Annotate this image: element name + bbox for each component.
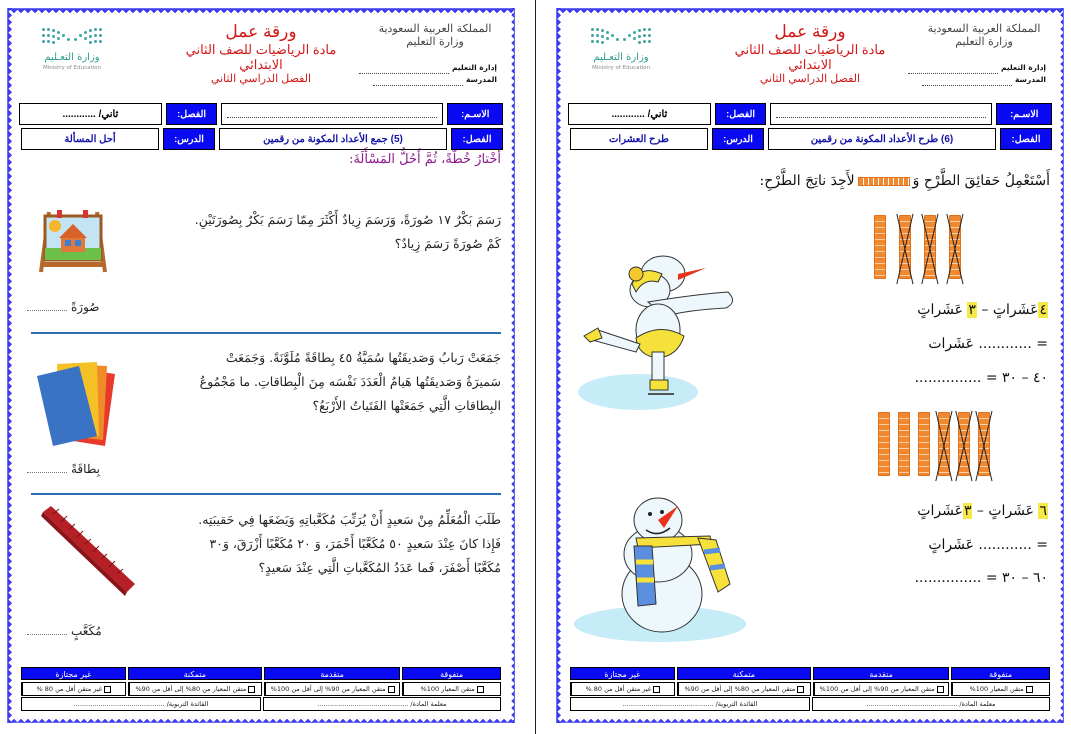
- class-label: الفصل:: [715, 103, 767, 125]
- tens-word: عَشَراتٍ: [917, 302, 963, 318]
- lesson-info-row: [566, 128, 1054, 150]
- kingdom-emblem: [924, 22, 1044, 48]
- school-label: المدرسة: [466, 75, 497, 84]
- grade-header: متقدمة: [264, 667, 400, 680]
- lesson-value: أحل المسألة: [21, 128, 159, 150]
- instruction-part-b: لأَجِدَ ناتِجَ الطَّرْحِ:: [759, 173, 855, 189]
- worksheet-title: ورقة عمل: [225, 22, 297, 41]
- term-title: الفصل الدراسي الثاني: [759, 73, 861, 85]
- subtrahend-tens: ٣: [963, 503, 972, 519]
- colored-cards-icon: [35, 360, 127, 450]
- worksheet-header: [566, 18, 1054, 100]
- problem-2-text: [200, 346, 501, 418]
- separator-line: [31, 332, 501, 334]
- decorative-border-top: [7, 8, 515, 17]
- kingdom-calligraphy: المملكة العربية السعودية: [378, 22, 492, 35]
- name-field[interactable]: [770, 103, 992, 125]
- problem-line: مُكَعَّبًا أَصْفَرَ، فَما عَدَدُ المُكَعَّباتِ الَّتِي عِنْدَ سَعيدٍ؟: [258, 560, 501, 575]
- problem-line: كَمْ صُورَةً رَسَمَ زِيادٌ؟: [394, 236, 501, 251]
- cube-stick-icon: [39, 504, 139, 596]
- subtrahend-tens: ٣: [968, 302, 976, 318]
- lesson-value: طرح العشرات: [570, 128, 708, 150]
- school-field[interactable]: [373, 78, 463, 86]
- decorative-border-top: [556, 8, 1064, 17]
- level-title: الابتدائي: [239, 57, 283, 72]
- unit-value: (6) طرح الأعداد المكونة من رقمين: [768, 128, 996, 150]
- criterion-text: متقن المعيار من 90% إلى أقل من 100%: [270, 685, 386, 693]
- tens-rod-icon: [918, 412, 930, 476]
- name-label: الاسـم:: [447, 103, 503, 125]
- grade-option[interactable]: [21, 682, 126, 696]
- instruction-part-a: أَسْتَعْمِلُ حَقائِقَ الطَّرْحِ وَ: [912, 173, 1050, 189]
- checkbox[interactable]: [477, 686, 484, 693]
- teacher-signature[interactable]: معلمة المادة/ ............................................: [812, 697, 1050, 711]
- subject-title: مادة الرياضيات للصف الثاني: [734, 42, 886, 57]
- moe-name-ar: وزارة التعـليم: [44, 52, 100, 63]
- answer-number-field-2[interactable]: ٦٠ – ٣٠ = ...............: [914, 570, 1048, 586]
- answer-unit: صُورَةً: [71, 300, 100, 314]
- minuend-tens: ٤: [1039, 302, 1047, 318]
- crossed-tens-rod-icon: [978, 412, 990, 476]
- checkbox[interactable]: [248, 686, 255, 693]
- moe-logo: [576, 26, 666, 72]
- answer-field-3[interactable]: [27, 624, 102, 638]
- kingdom-emblem: [375, 22, 495, 48]
- student-info-row: [566, 103, 1054, 125]
- class-field[interactable]: ثاني/ ............: [568, 103, 711, 125]
- school-label: المدرسة: [1015, 75, 1046, 84]
- crossed-tens-rod-icon: [958, 412, 970, 476]
- easel-painting-icon: [37, 206, 109, 278]
- admin-field[interactable]: [908, 66, 998, 74]
- grade-header: متمكنة: [677, 667, 811, 680]
- grade-header: غير مجتازة: [570, 667, 675, 680]
- criterion-text: متقن المعيار من 80% إلى أقل من 90%: [684, 685, 796, 693]
- crossed-tens-rod-icon: [938, 412, 950, 476]
- moe-name-en: Ministry of Education: [591, 65, 650, 71]
- worksheet-page-subtraction: [556, 8, 1064, 723]
- title-block: [700, 22, 920, 86]
- admin-label: إدارة التعليم: [451, 63, 497, 72]
- answer-tens-field-1[interactable]: = ............ عَشَرات: [928, 336, 1048, 352]
- worksheet-title: ورقة عمل: [774, 22, 846, 41]
- moe-name-ar: وزارة التعـليم: [593, 52, 649, 63]
- moe-logo: [27, 26, 117, 72]
- worksheet-page-addition: [7, 8, 515, 723]
- exercise-2-equation: [917, 497, 1048, 525]
- grading-table: [21, 667, 501, 711]
- lesson-label: الدرس:: [163, 128, 215, 150]
- instruction-text: أَخْتارُ خُطَّةً، ثُمَّ أَحُلُّ المَسْأَلَةَ:: [349, 152, 501, 167]
- separator-line: [31, 493, 501, 495]
- subtraction-instruction: [760, 173, 1051, 189]
- tens-word: عَشَراتٍ: [988, 503, 1035, 519]
- unit-label: الفصل:: [1000, 128, 1052, 150]
- unit-label: الفصل:: [451, 128, 503, 150]
- criterion-text: متقن المعيار من 90% إلى أقل من 100%: [819, 685, 935, 693]
- decorative-border-bottom: [556, 714, 1064, 723]
- decorative-border-right: [506, 8, 515, 723]
- title-block: [151, 22, 371, 86]
- moe-name-en: Ministry of Education: [42, 65, 101, 71]
- criterion-text: غير متقن أقل من 80 %: [36, 685, 103, 693]
- decorative-border-left: [7, 8, 16, 723]
- problem-1-text: [195, 208, 501, 256]
- grade-header: متفوقة: [951, 667, 1050, 680]
- grade-header: متفوقة: [402, 667, 501, 680]
- tens-rod-icon: [858, 177, 910, 186]
- page-divider: [535, 0, 536, 734]
- problem-line: رَسَمَ بَكْرٌ ١٧ صُورَةً، وَرَسَمَ زِيادٌ أَكْثَرَ مِمّا رَسَمَ بَكْرٌ بِصُورَتَيْنِ.: [194, 212, 501, 227]
- answer-tens-field-2[interactable]: = ............ عَشَراتٍ: [928, 537, 1048, 553]
- checkbox[interactable]: [388, 686, 395, 693]
- tens-rods-group-1: [874, 215, 961, 279]
- criterion-text: متقن المعيار 100%: [420, 685, 475, 693]
- answer-field-1[interactable]: [27, 300, 99, 314]
- problem-line: البِطاقاتِ الَّتِي جَمَعَتْها الفَتَياتُ الأَرْبَعُ؟: [312, 398, 501, 413]
- criterion-text: متقن المعيار من 80% إلى أقل من 90%: [135, 685, 247, 693]
- criterion-text: غير متقن أقل من 80 %: [585, 685, 652, 693]
- grade-option[interactable]: [264, 682, 400, 696]
- tens-rod-icon: [874, 215, 886, 279]
- problem-line: جَمَعَتْ رَبابُ وَصَديقَتُها سُمَيَّةُ ٤٥ بِطاقَةً مُلَوَّنَةً. وَجَمَعَتْ: [225, 350, 501, 365]
- moe-dots-icon: [40, 26, 104, 46]
- grade-option[interactable]: [402, 682, 501, 696]
- problem-3-text: [198, 508, 501, 580]
- leader-signature[interactable]: القائدة التربوية/ ............................................: [21, 697, 261, 711]
- minus-sign: –: [981, 302, 989, 318]
- worksheet-header: [17, 18, 505, 100]
- answer-number-field-1[interactable]: ٤٠ – ٣٠ = ...............: [914, 370, 1048, 386]
- problem-line: سَميرَةُ وَصَديقَتُها هَيامُ الْعَدَدَ نَفْسَه مِنَ الْبِطاقاتِ. ما مَجْمُوعُ: [199, 374, 501, 389]
- tens-rod-icon: [878, 412, 890, 476]
- student-info-row: [17, 103, 505, 125]
- subject-title: مادة الرياضيات للصف الثاني: [185, 42, 337, 57]
- skating-snowman-icon: [578, 252, 748, 412]
- ministry-calligraphy: وزارة التعليم: [406, 35, 464, 48]
- school-field[interactable]: [922, 78, 1012, 86]
- kingdom-calligraphy: المملكة العربية السعودية: [927, 22, 1041, 35]
- admin-fields: [359, 62, 497, 86]
- tens-rods-group-2: [878, 412, 990, 476]
- name-label: الاسـم:: [996, 103, 1052, 125]
- tens-rod-icon: [898, 412, 910, 476]
- checkbox[interactable]: [104, 686, 111, 693]
- level-title: الابتدائي: [788, 57, 832, 72]
- snowman-scarf-icon: [570, 496, 750, 644]
- minuend-tens: ٦: [1039, 503, 1047, 519]
- problem-line: فَإِذا كانَ عِنْدَ سَعيدٍ ٥٠ مُكَعَّبًا أَحْمَرَ، وَ ٢٠ مُكَعَّبًا أَزْرَقَ، وَ٣٠: [209, 536, 501, 551]
- minus-sign: –: [976, 503, 984, 519]
- admin-field[interactable]: [359, 66, 449, 74]
- grade-header: غير مجتازة: [21, 667, 126, 680]
- exercise-1-equation: [917, 296, 1048, 324]
- decorative-border-right: [1055, 8, 1064, 723]
- lesson-info-row: [17, 128, 505, 150]
- decorative-border-bottom: [7, 714, 515, 723]
- lesson-label: الدرس:: [712, 128, 764, 150]
- class-label: الفصل:: [166, 103, 218, 125]
- crossed-tens-rod-icon: [949, 215, 961, 279]
- crossed-tens-rod-icon: [899, 215, 911, 279]
- answer-field-2[interactable]: [27, 462, 100, 476]
- answer-unit: مُكَعَّبٍ: [71, 624, 102, 638]
- decorative-border-left: [556, 8, 565, 723]
- grade-header: متقدمة: [813, 667, 949, 680]
- criterion-text: متقن المعيار 100%: [969, 685, 1024, 693]
- grade-option[interactable]: [128, 682, 262, 696]
- tens-word: عَشَراتٍ: [917, 503, 963, 519]
- grade-header: متمكنة: [128, 667, 262, 680]
- unit-value: (5) جمع الأعداد المكونة من رقمين: [219, 128, 447, 150]
- crossed-tens-rod-icon: [924, 215, 936, 279]
- name-field[interactable]: [221, 103, 443, 125]
- teacher-signature[interactable]: معلمة المادة/ ............................................: [263, 697, 501, 711]
- class-field[interactable]: ثاني/ ............: [19, 103, 162, 125]
- answer-unit: بِطاقَةً: [71, 462, 101, 476]
- moe-dots-icon: [589, 26, 653, 46]
- tens-word: عَشَراتٍ: [992, 302, 1039, 318]
- leader-signature[interactable]: القائدة التربوية/ ............................................: [570, 697, 810, 711]
- admin-label: إدارة التعليم: [1000, 63, 1046, 72]
- problem-line: طَلَبَ الْمُعَلِّمُ مِنْ سَعيدٍ أَنْ يُرَتِّبَ مُكَعَّباتِهِ وَيَضَعَها فِي حَقيبَتِه.: [198, 512, 501, 527]
- term-title: الفصل الدراسي الثاني: [210, 73, 312, 85]
- ministry-calligraphy: وزارة التعليم: [955, 35, 1013, 48]
- admin-fields: [908, 62, 1046, 86]
